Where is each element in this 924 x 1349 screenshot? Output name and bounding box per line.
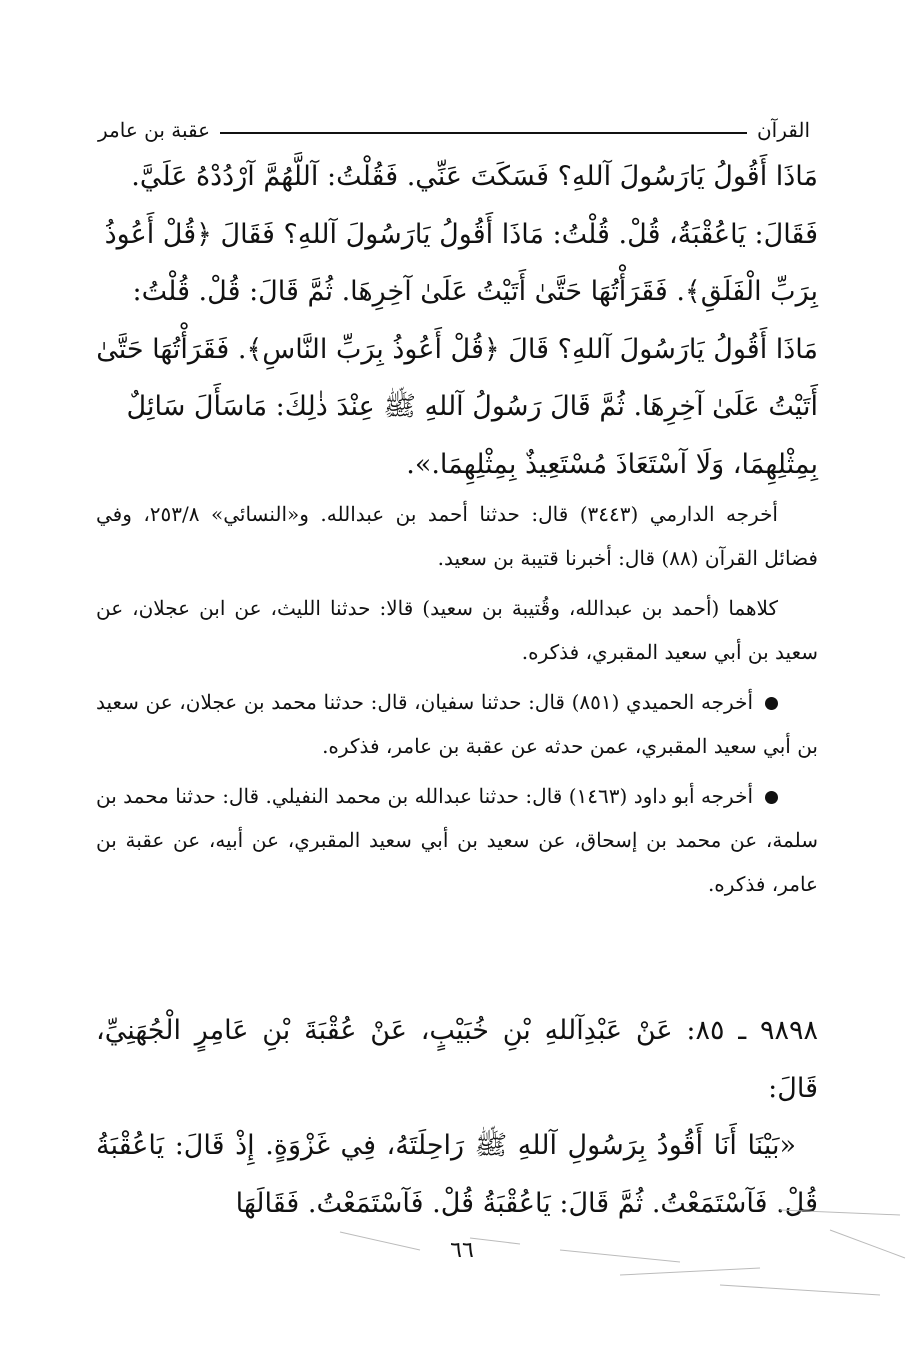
- header-book-title: القرآن: [756, 118, 810, 142]
- main-line: مَاذَا أَقُولُ يَارَسُولَ آللهِ؟ فَسَكَتَ عَنِّي. فَقُلْتُ: آللَّهُمَّ آرْدُدْهُ عَلَيَّ.: [131, 161, 818, 192]
- hadith-heading: ٩٨٩٨ ـ ٨٥: عَنْ عَبْدِآللهِ بْنِ خُبَيْبٍ، عَنْ عُقْبَةَ بْنِ عَامِرٍ الْجُهَنِيِّ، قَالَ:: [96, 1015, 818, 1104]
- main-line: بِرَبِّ الْفَلَقِ﴾. فَقَرَأْتُهَا حَتَّىٰ أَتَيْتُ عَلَىٰ آخِرِهَا. ثُمَّ قَالَ: قُلْ. قُلْتُ:: [132, 276, 818, 308]
- page-number: ٦٦: [450, 1238, 474, 1263]
- note-text: أخرجه الحميدي (٨٥١) قال: حدثنا سفيان، قال: حدثنا محمد بن عجلان، عن سعيد بن أبي سعيد المقبري، عمن حدثه عن عقبة بن عامر، فذكره.: [96, 690, 818, 758]
- hadith-body: «بَيْنَا أَنَا أَقُودُ بِرَسُولِ آللهِ ﷺ رَاحِلَتَهُ، فِي غَزْوَةٍ. إِذْ قَالَ: يَاعُقْبَةُ قُلْ. فَآسْتَمَعْتُ. ثُمَّ قَالَ: يَاعُقْبَةُ قُلْ. فَآسْتَمَعْتُ. فَقَالَهَا: [96, 1130, 818, 1219]
- header-chapter-title: عقبة بن عامر: [98, 118, 211, 142]
- main-line: فَقَالَ: يَاعُقْبَةُ، قُلْ. قُلْتُ: مَاذَا أَقُولُ يَارَسُولَ آللهِ؟ فَقَالَ ﴿قُلْ أَعُوذُ: [104, 218, 818, 250]
- note-paragraph: أخرجه الدارمي (٣٤٤٣) قال: حدثنا أحمد بن عبدالله. و«النسائي» ٢٥٣/٨، وفي فضائل القرآن (٨٨) قال: أخبرنا قتيبة بن سعيد.: [96, 502, 818, 570]
- note-paragraph: كلاهما (أحمد بن عبدالله، وقُتيبة بن سعيد) قالا: حدثنا الليث، عن ابن عجلان، عن سعيد بن أبي سعيد المقبري، فذكره.: [96, 596, 818, 664]
- note-text: أخرجه أبو داود (١٤٦٣) قال: حدثنا عبدالله بن محمد النفيلي. قال: حدثنا محمد بن سلمة، عن محمد بن إسحاق، عن سعيد بن أبي سعيد المقبري، عن أبيه، عن عقبة بن عامر، فذكره.: [96, 784, 818, 896]
- main-line: بِمِثْلِهِمَا، وَلَا آسْتَعَاذَ مُسْتَعِيذٌ بِمِثْلِهِمَا.».: [406, 448, 818, 480]
- main-line: مَاذَا أَقُولُ يَارَسُولَ آللهِ؟ قَالَ ﴿قُلْ أَعُوذُ بِرَبِّ النَّاسِ﴾. فَقَرَأْتُهَا حَتَّىٰ: [96, 333, 818, 365]
- main-line: أَتَيْتُ عَلَىٰ آخِرِهَا. ثُمَّ قَالَ رَسُولُ آللهِ ﷺ عِنْدَ ذٰلِكَ: مَاسَأَلَ سَائِلٌ: [126, 391, 818, 423]
